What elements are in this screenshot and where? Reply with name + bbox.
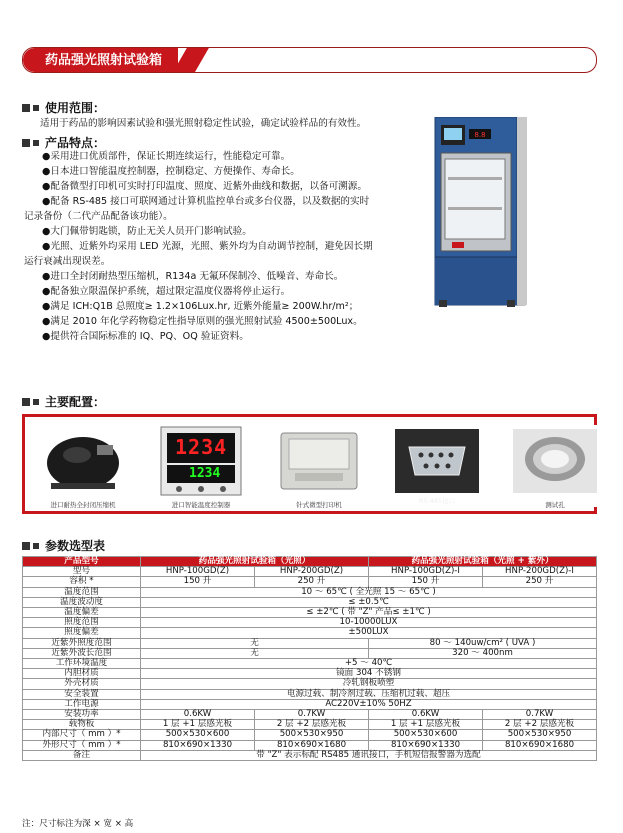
table-row [23, 669, 597, 679]
row-label: 照度范围 [23, 618, 141, 628]
row-label: 容积 * [23, 577, 141, 587]
title-banner [22, 47, 597, 73]
table-cell: 810×690×1680 [255, 740, 369, 750]
table-cell: 80 ～ 140uw/cm² ( UVA ) [369, 638, 597, 648]
spec-heading-row [22, 537, 105, 554]
table-row [23, 659, 597, 669]
spec-table [22, 556, 597, 761]
table-cell: 250 升 [255, 577, 369, 587]
table-cell: +5 ～ 40℃ [141, 659, 597, 669]
table-cell: 0.6KW [141, 710, 255, 720]
config-caption: 针式微型打印机 [296, 501, 342, 509]
feature-item: ●大门佩带钥匙锁，防止无关人员开门影响试验。 [42, 226, 252, 237]
table-cell: ≤ ±2℃ ( 带 "Z" 产品≤ ±1℃ ) [141, 608, 597, 618]
row-label: 型号 [23, 567, 141, 577]
chamber-display-text: 8.8 [474, 131, 486, 139]
table-cell: 500×530×950 [483, 730, 597, 740]
config-caption: RS-485接口 [418, 497, 456, 505]
table-cell: 810×690×1330 [141, 740, 255, 750]
table-cell: 810×690×1680 [483, 740, 597, 750]
row-label: 内胆材质 [23, 669, 141, 679]
square-bullet-icon [33, 399, 39, 405]
row-label: 工作电源 [23, 699, 141, 709]
feature-item: ●日本进口智能温度控制器，控制稳定、方便操作、寿命长。 [42, 166, 300, 177]
feature-item: ●提供符合国际标准的 IQ、PQ、OQ 验证资料。 [42, 331, 249, 342]
row-label: 近紫外照度范围 [23, 638, 141, 648]
table-cell: HNP-100GD(Z)-I [369, 567, 483, 577]
table-cell: 2 层 +2 层感光板 [483, 720, 597, 730]
table-cell: 10 ～ 65℃ ( 全光照 15 ～ 65℃ ) [141, 587, 597, 597]
feature-item: ●配备 RS-485 接口可联网通过计算机监控单台或多台仪器，以及数据的实时 [42, 196, 370, 207]
config-heading: 主要配置： [45, 395, 106, 409]
compressor-photo [37, 425, 129, 507]
table-row [23, 618, 597, 628]
page-title: 药品强光照射试验箱 [23, 48, 178, 72]
table-row [23, 608, 597, 618]
square-bullet-icon [33, 105, 39, 111]
table-cell: AC220V±10% 50HZ [141, 699, 597, 709]
spec-header-model: 产品型号 [23, 557, 141, 567]
feature-item: ●满足 ICH:Q1B 总照度≥ 1.2×106Lux.hr, 近紫外能量≥ 200W.hr/m²； [42, 301, 359, 312]
table-cell: 810×690×1330 [369, 740, 483, 750]
row-label: 温度波动度 [23, 597, 141, 607]
feature-item: 记录备份（二代产品配备该功能）。 [24, 211, 173, 222]
table-row [23, 648, 597, 658]
table-cell: ±500LUX [141, 628, 597, 638]
rs485-photo [391, 425, 483, 507]
table-cell: 320 ～ 400nm [369, 648, 597, 658]
table-cell: 镜面 304 不锈钢 [141, 669, 597, 679]
table-cell: 150 升 [369, 577, 483, 587]
table-cell: 0.7KW [483, 710, 597, 720]
table-row [23, 730, 597, 740]
row-label: 温度偏差 [23, 608, 141, 618]
table-cell: 2 层 +2 层感光板 [255, 720, 369, 730]
config-caption: 进口耐热全封闭压缩机 [50, 501, 116, 509]
printer-photo [273, 425, 365, 507]
table-cell: 150 升 [141, 577, 255, 587]
table-cell: HNP-200GD(Z)-I [483, 567, 597, 577]
table-cell: 带 "Z" 表示标配 RS485 通讯接口，手机短信报警器为选配 [141, 750, 597, 760]
table-row [23, 587, 597, 597]
spec-header-group1: 药品强光照射试验箱（光照） [141, 557, 369, 567]
feature-item: 运行衰减出现误差。 [24, 256, 111, 267]
feature-item: ●采用进口优质部件，保证长期连续运行，性能稳定可靠。 [42, 151, 291, 162]
table-cell: 1 层 +1 层感光板 [141, 720, 255, 730]
usage-heading: 使用范围： [45, 101, 106, 115]
row-label: 载物板 [23, 720, 141, 730]
table-cell: 0.6KW [369, 710, 483, 720]
feature-item: ●满足 2010 年化学药物稳定性指导原则的强光照射试验 4500±500Lux。 [42, 316, 363, 327]
table-cell: 10-10000LUX [141, 618, 597, 628]
footnote: 注：尺寸标注为深 × 宽 × 高 [22, 819, 134, 829]
feature-item: ●进口全封闭耐热型压缩机，R134a 无氟环保制冷、低噪音、寿命长。 [42, 271, 344, 282]
controller-bottom-display: 1234 [189, 466, 221, 481]
table-row [23, 750, 597, 760]
usage-text: 适用于药品的影响因素试验和强光照射稳定性试验，确定试验样品的有效性。 [40, 118, 367, 129]
config-caption: 测试孔 [545, 501, 565, 509]
row-label: 备注 [23, 750, 141, 760]
row-label: 照度偏差 [23, 628, 141, 638]
title-banner-slant [173, 48, 209, 72]
row-label: 安装功率 [23, 710, 141, 720]
square-bullet-icon [22, 104, 30, 112]
table-cell: HNP-100GD(Z) [141, 567, 255, 577]
controller-top-display: 1234 [175, 435, 228, 459]
table-cell: 冷轧钢板喷塑 [141, 679, 597, 689]
test-chamber-image [425, 117, 530, 307]
square-bullet-icon [22, 398, 30, 406]
square-bullet-icon [22, 139, 30, 147]
table-cell: ≤ ±0.5℃ [141, 597, 597, 607]
controller-photo [155, 425, 247, 507]
spec-heading: 参数选型表 [45, 539, 106, 553]
row-label: 外形尺寸（ mm ）* [23, 740, 141, 750]
row-label: 安全装置 [23, 689, 141, 699]
features-heading: 产品特点： [45, 136, 106, 150]
spec-header-row [23, 557, 597, 567]
table-cell: 1 层 +1 层感光板 [369, 720, 483, 730]
row-label: 近紫外波长范围 [23, 648, 141, 658]
test-hole-photo [509, 425, 601, 507]
table-cell: 0.7KW [255, 710, 369, 720]
table-cell: 无 [141, 648, 369, 658]
table-row [23, 699, 597, 709]
table-row [23, 689, 597, 699]
feature-item: ●配备微型打印机可实时打印温度、照度、近紫外曲线和数据，以备可溯源。 [42, 181, 367, 192]
table-row [23, 597, 597, 607]
config-caption: 进口智能温度控制器 [171, 501, 231, 509]
square-bullet-icon [33, 543, 39, 549]
table-row [23, 740, 597, 750]
features-list [24, 149, 424, 344]
table-cell: 无 [141, 638, 369, 648]
table-row [23, 679, 597, 689]
table-cell: HNP-200GD(Z) [255, 567, 369, 577]
table-row [23, 577, 597, 587]
table-cell: 电源过载、制冷剂过载、压缩机过载、超压 [141, 689, 597, 699]
table-row [23, 628, 597, 638]
table-cell: 500×530×950 [255, 730, 369, 740]
row-label: 内部尺寸（ mm ）* [23, 730, 141, 740]
row-label: 温度范围 [23, 587, 141, 597]
config-heading-row [22, 393, 105, 410]
feature-item: ●配备独立限温保护系统，超过限定温度仪器将停止运行。 [42, 286, 291, 297]
square-bullet-icon [33, 140, 39, 146]
row-label: 工作环境温度 [23, 659, 141, 669]
row-label: 外壳材质 [23, 679, 141, 689]
table-cell: 250 升 [483, 577, 597, 587]
config-photo-strip [22, 414, 597, 514]
table-cell: 500×530×600 [369, 730, 483, 740]
square-bullet-icon [22, 542, 30, 550]
usage-heading-row [22, 99, 105, 116]
feature-item: ●光照、近紫外均采用 LED 光源，光照、紫外均为自动调节控制，避免因长期 [42, 241, 373, 252]
table-row [23, 638, 597, 648]
table-cell: 500×530×600 [141, 730, 255, 740]
spec-header-group2: 药品强光照射试验箱（光照 + 紫外） [369, 557, 597, 567]
